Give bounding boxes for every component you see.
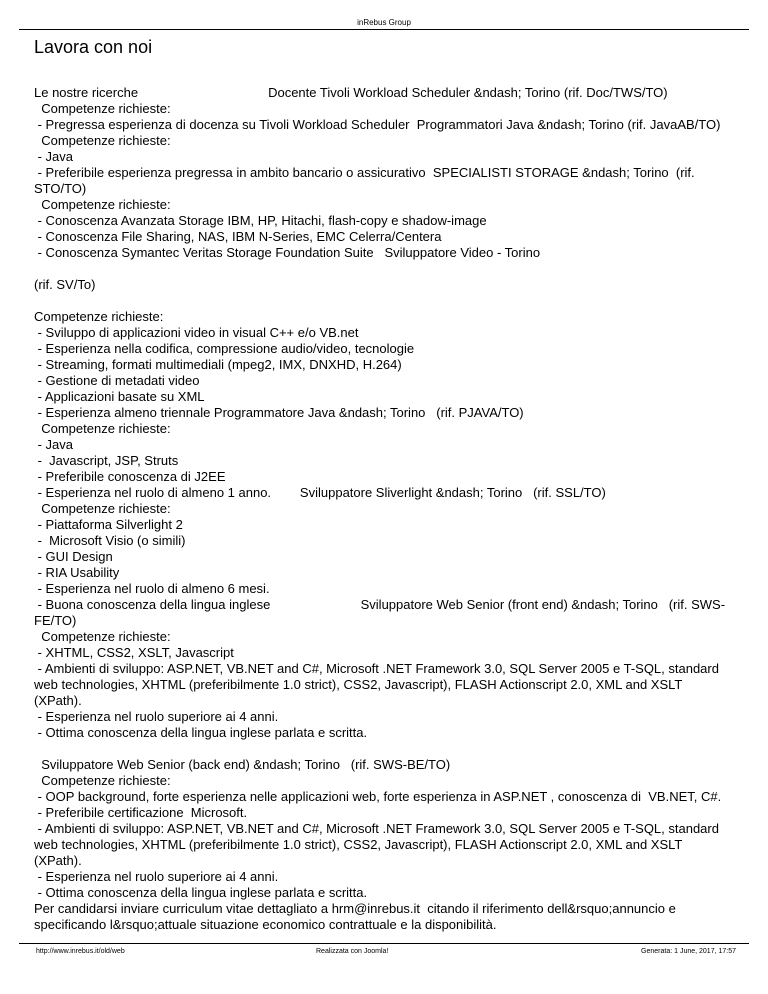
body-line: web technologies, XHTML (preferibilmente 1.0 strict), CSS2, Javascript), FLASH Actionscript 2.0, XML and XSLT: [34, 837, 683, 852]
body-line: - RIA Usability: [34, 565, 120, 580]
body-line: - Javascript, JSP, Struts: [34, 453, 179, 468]
body-line: - Streaming, formati multimediali (mpeg2, IMX, DNXHD, H.264): [34, 357, 402, 372]
footer-url: http://www.inrebus.it/old/web: [36, 948, 125, 955]
body-line: Competenze richieste:: [34, 629, 171, 644]
body-line: - Applicazioni basate su XML: [34, 389, 205, 404]
header-divider: [19, 29, 749, 30]
body-line: Le nostre ricerche Docente Tivoli Workload Scheduler &ndash; Torino (rif. Doc/TWS/TO): [34, 85, 668, 100]
body-line: Sviluppatore Web Senior (back end) &ndash; Torino (rif. SWS-BE/TO): [34, 757, 451, 772]
body-line: - Ambienti di sviluppo: ASP.NET, VB.NET and C#, Microsoft .NET Framework 3.0, SQL Server 2005 e T-SQL, standard: [34, 661, 719, 676]
body-line: - XHTML, CSS2, XSLT, Javascript: [34, 645, 234, 660]
body-line: Competenze richieste:: [34, 133, 171, 148]
body-line: specificando l&rsquo;attuale situazione economico contrattuale e la disponibilità.: [34, 917, 497, 932]
body-line: - Pregressa esperienza di docenza su Tivoli Workload Scheduler Programmatori Java &ndash; Torino (rif. JavaAB/TO): [34, 117, 721, 132]
body-line: [34, 741, 734, 757]
article-body: [34, 85, 734, 933]
body-line: - Java: [34, 437, 74, 452]
body-line: - Ottima conoscenza della lingua inglese parlata e scritta.: [34, 725, 368, 740]
body-line: - Conoscenza File Sharing, NAS, IBM N-Series, EMC Celerra/Centera: [34, 229, 442, 244]
body-line: [34, 261, 734, 277]
body-line: Competenze richieste:: [34, 197, 171, 212]
body-line: - Preferibile certificazione Microsoft.: [34, 805, 248, 820]
body-line: - Ambienti di sviluppo: ASP.NET, VB.NET and C#, Microsoft .NET Framework 3.0, SQL Server 2005 e T-SQL, standard: [34, 821, 719, 836]
body-line: - OOP background, forte esperienza nelle applicazioni web, forte esperienza in ASP.NET , conoscenza di VB.NET, C#.: [34, 789, 722, 804]
body-line: - Piattaforma Silverlight 2: [34, 517, 183, 532]
body-line: - Sviluppo di applicazioni video in visual C++ e/o VB.net: [34, 325, 359, 340]
body-line: - Esperienza almeno triennale Programmatore Java &ndash; Torino (rif. PJAVA/TO): [34, 405, 524, 420]
footer-divider: [19, 943, 749, 944]
body-line: web technologies, XHTML (preferibilmente 1.0 strict), CSS2, Javascript), FLASH Actionscript 2.0, XML and XSLT: [34, 677, 683, 692]
body-line: - Esperienza nel ruolo di almeno 6 mesi.: [34, 581, 270, 596]
body-line: - Conoscenza Avanzata Storage IBM, HP, Hitachi, flash-copy e shadow-image: [34, 213, 487, 228]
body-line: - Esperienza nel ruolo di almeno 1 anno. Sviluppatore Sliverlight &ndash; Torino (rif. SSL/TO): [34, 485, 606, 500]
body-line: (rif. SV/To): [34, 277, 96, 292]
body-line: [34, 293, 734, 309]
body-line: Competenze richieste:: [34, 501, 171, 516]
body-line: FE/TO): [34, 613, 77, 628]
body-line: - Ottima conoscenza della lingua inglese parlata e scritta.: [34, 885, 368, 900]
body-line: - GUI Design: [34, 549, 113, 564]
body-line: - Preferibile conoscenza di J2EE: [34, 469, 226, 484]
body-line: STO/TO): [34, 181, 87, 196]
body-line: - Preferibile esperienza pregressa in ambito bancario o assicurativo SPECIALISTI STORAGE &ndash; Torino (rif.: [34, 165, 695, 180]
body-line: Competenze richieste:: [34, 101, 171, 116]
footer-generated-date: Generata: 1 June, 2017, 17:57: [641, 948, 736, 955]
body-line: Competenze richieste:: [34, 309, 164, 324]
body-line: - Esperienza nella codifica, compressione audio/video, tecnologie: [34, 341, 415, 356]
site-name-header: inRebus Group: [357, 18, 411, 27]
body-line: - Esperienza nel ruolo superiore ai 4 anni.: [34, 709, 279, 724]
body-line: - Java: [34, 149, 74, 164]
body-line: - Buona conoscenza della lingua inglese Sviluppatore Web Senior (front end) &ndash; Torino (rif. SWS-: [34, 597, 726, 612]
body-line: (XPath).: [34, 693, 82, 708]
body-line: - Esperienza nel ruolo superiore ai 4 anni.: [34, 869, 279, 884]
page-title: Lavora con noi: [34, 37, 153, 57]
body-line: (XPath).: [34, 853, 82, 868]
body-line: - Microsoft Visio (o simili): [34, 533, 186, 548]
body-line: Competenze richieste:: [34, 773, 171, 788]
body-line: Competenze richieste:: [34, 421, 171, 436]
body-line: - Gestione di metadati video: [34, 373, 200, 388]
body-line: Per candidarsi inviare curriculum vitae dettagliato a hrm@inrebus.it citando il riferimento dell&rsquo;annuncio e: [34, 901, 676, 916]
body-line: - Conoscenza Symantec Veritas Storage Foundation Suite Sviluppatore Video - Torino: [34, 245, 541, 260]
footer-credit: Realizzata con Joomla!: [316, 948, 389, 955]
